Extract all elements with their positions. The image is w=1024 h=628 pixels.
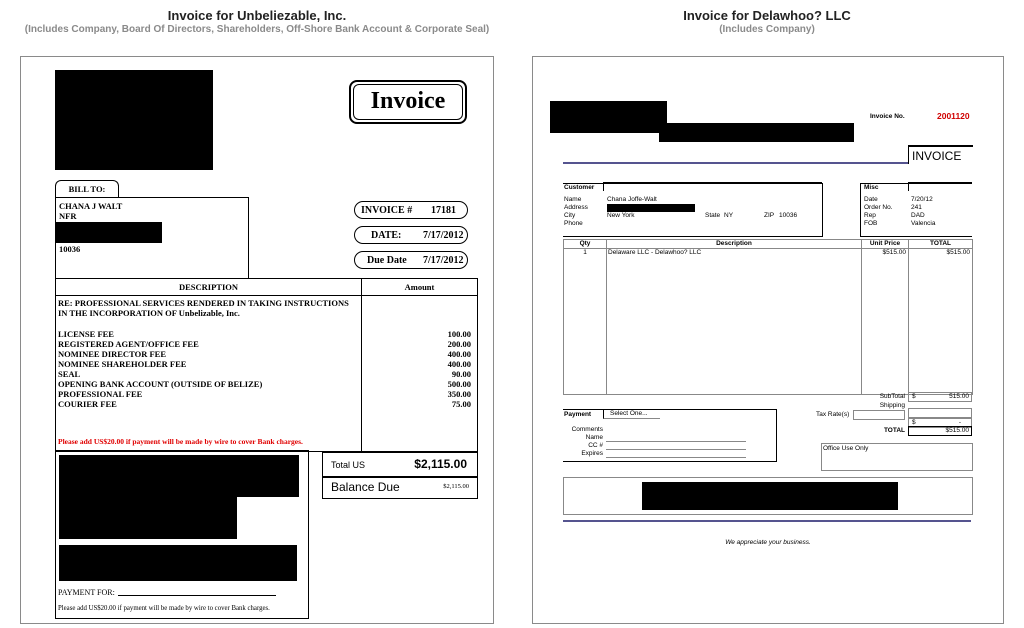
shipping-box[interactable] [908, 408, 972, 418]
line-item-amount: 90.00 [451, 369, 471, 379]
left-invoice-document [20, 56, 494, 624]
invoice-date-value: 7/17/2012 [423, 230, 464, 241]
table-row [564, 249, 972, 258]
balance-due-value: $2,115.00 [443, 483, 469, 490]
line-item-label: NOMINEE DIRECTOR FEE [58, 349, 166, 359]
line-item [58, 339, 471, 349]
misc-order-label: Order No. [864, 204, 893, 211]
invoice-number-label: INVOICE # [361, 205, 413, 216]
row-qty: 1 [583, 249, 587, 256]
re-line-2: IN THE INCORPORATION OF Unbelizable, Inc. [58, 308, 240, 318]
payment-block [563, 409, 777, 462]
line-item-amount: 400.00 [447, 359, 471, 369]
misc-date-value: 7/20/12 [911, 196, 933, 203]
pay-name-label: Name [585, 434, 603, 441]
payment-select-value: Select One... [610, 410, 648, 417]
redacted-address [56, 222, 162, 243]
customer-name-value: Chana Joffe-Walt [607, 196, 657, 203]
line-item [58, 399, 471, 409]
subtotal-label: SubTotal [879, 393, 905, 400]
footer-rule [563, 520, 971, 522]
invoice-heading-box [908, 145, 973, 164]
line-item-label: PROFESSIONAL FEE [58, 389, 143, 399]
expires-label: Expires [581, 450, 603, 457]
balance-due-box [322, 476, 478, 499]
payment-for-label: PAYMENT FOR: [58, 588, 115, 597]
customer-city-value: New York [607, 212, 635, 219]
line-item-label: NOMINEE SHAREHOLDER FEE [58, 359, 187, 369]
misc-fob-value: Valencia [911, 220, 936, 227]
redacted-block-2 [59, 497, 237, 539]
line-item-label: COURIER FEE [58, 399, 117, 409]
line-item [58, 389, 471, 399]
misc-fob-label: FOB [864, 220, 878, 227]
due-date-label: Due Date [367, 255, 407, 266]
customer-city-label: City [564, 212, 576, 219]
grand-total-label: TOTAL [883, 427, 905, 434]
description-header-right: Description [716, 240, 752, 247]
bill-to-name: CHANA J WALT [59, 201, 123, 211]
due-date-value: 7/17/2012 [423, 255, 464, 266]
redacted-logo [55, 70, 213, 170]
row-total: $515.00 [946, 249, 970, 256]
line-items [58, 329, 471, 409]
redacted-logo-bottom [659, 123, 854, 142]
redacted-block-1 [59, 455, 299, 497]
footer-box [563, 477, 973, 515]
line-item-amount: 350.00 [447, 389, 471, 399]
customer-phone-label: Phone [564, 220, 583, 227]
misc-rep-label: Rep [864, 212, 876, 219]
invoice-heading: Invoice [370, 88, 446, 114]
misc-order-value: 241 [911, 204, 922, 211]
tax-rate-label: Tax Rate(s) [816, 411, 850, 418]
office-use-label: Office Use Only [823, 445, 869, 452]
redacted-customer-address [607, 204, 695, 212]
total-box [322, 452, 478, 478]
row-description: Delaware LLC - Delawhoo? LLC [608, 249, 702, 256]
invoice-heading-right: INVOICE [912, 149, 962, 163]
payment-select[interactable] [603, 409, 660, 419]
bill-to-label: BILL TO: [68, 184, 106, 194]
total-label: Total US [331, 460, 366, 470]
cc-label: CC # [588, 442, 603, 449]
line-item-amount: 500.00 [447, 379, 471, 389]
total-value: $2,115.00 [414, 457, 467, 471]
left-invoice-title: Invoice for Unbeliezable, Inc. [167, 8, 347, 23]
customer-name-label: Name [564, 196, 582, 203]
customer-zip-label: ZIP [764, 212, 775, 219]
subtotal-box [908, 392, 972, 402]
misc-label: Misc [864, 184, 879, 191]
thanks-message: We appreciate your business. [725, 539, 811, 546]
line-item [58, 369, 471, 379]
invoice-no-value: 2001120 [937, 111, 970, 121]
invoice-number-pill [354, 201, 468, 219]
bill-to-zip: 10036 [59, 244, 81, 254]
line-item-table [563, 239, 973, 395]
bill-to-line2: NFR [59, 211, 77, 221]
customer-block [563, 183, 823, 237]
invoice-date-label: DATE: [371, 230, 402, 241]
redacted-logo-top [550, 101, 667, 133]
line-item-label: LICENSE FEE [58, 329, 114, 339]
line-item-amount: 200.00 [447, 339, 471, 349]
grand-total-box [908, 426, 972, 436]
misc-date-label: Date [864, 196, 878, 203]
qty-header: Qty [579, 240, 591, 247]
invoice-title-box [349, 80, 467, 124]
unit-price-header: Unit Price [869, 240, 901, 247]
due-date-pill [354, 251, 468, 269]
right-invoice-document [532, 56, 1004, 624]
shipping-label: Shipping [879, 402, 905, 409]
balance-due-label: Balance Due [331, 480, 400, 494]
line-item [58, 379, 471, 389]
payment-label: Payment [564, 411, 592, 418]
total-header: TOTAL [929, 240, 952, 247]
amount-header: Amount [404, 282, 435, 292]
office-use-box [821, 443, 973, 471]
invoice-date-pill [354, 226, 468, 244]
redacted-footer [642, 482, 898, 510]
redacted-block-3 [59, 545, 297, 581]
expires-field[interactable] [606, 457, 746, 458]
description-header: DESCRIPTION [178, 282, 239, 292]
tax-rate-box[interactable] [853, 410, 905, 420]
right-invoice-subtitle: (Includes Company) [719, 24, 815, 35]
line-item [58, 349, 471, 359]
left-invoice-subtitle: (Includes Company, Board Of Directors, Shareholders, Off-Shore Bank Account & Corporate Seal) [24, 24, 490, 35]
right-invoice-title: Invoice for Delawhoo? LLC [683, 8, 851, 23]
subtotal-currency: $ [912, 393, 916, 400]
row-unit-price: $515.00 [882, 249, 906, 256]
customer-address-label: Address [564, 204, 588, 211]
invoice-no-label: Invoice No. [870, 113, 905, 120]
bill-to-box [55, 197, 249, 279]
line-item-amount: 400.00 [447, 349, 471, 359]
description-table [55, 278, 478, 452]
footer-wire-note: Please add US$20.00 if payment will be made by wire to cover Bank charges. [58, 605, 270, 612]
re-line-1: RE: PROFESSIONAL SERVICES RENDERED IN TAKING INSTRUCTIONS [58, 298, 349, 308]
line-item-label: OPENING BANK ACCOUNT (OUTSIDE OF BELIZE) [58, 379, 263, 389]
line-item-label: SEAL [58, 369, 81, 379]
header-rule [563, 162, 909, 164]
bill-to-tab [55, 180, 119, 197]
line-item-amount: 75.00 [451, 399, 471, 409]
misc-rep-value: DAD [911, 212, 925, 219]
line-item-label: REGISTERED AGENT/OFFICE FEE [58, 339, 199, 349]
cc-field[interactable] [606, 449, 746, 450]
invoice-number-value: 17181 [431, 205, 456, 216]
tax-currency: $ [912, 419, 916, 426]
line-item [58, 329, 471, 339]
customer-label: Customer [564, 184, 595, 191]
payment-for-line[interactable] [118, 595, 276, 596]
misc-block [860, 183, 972, 237]
line-item-amount: 100.00 [447, 329, 471, 339]
tax-dash: - [958, 419, 961, 426]
pay-name-field[interactable] [606, 441, 746, 442]
wire-note-red: Please add US$20.00 if payment will be made by wire to cover Bank charges. [58, 437, 303, 446]
customer-state-value: NY [724, 212, 734, 219]
subtotal-value: 515.00 [949, 393, 969, 400]
grand-total-value: $515.00 [945, 427, 969, 434]
comments-label: Comments [571, 426, 603, 433]
customer-zip-value: 10036 [779, 212, 798, 219]
remittance-box [55, 450, 309, 619]
line-item [58, 359, 471, 369]
customer-state-label: State [705, 212, 721, 219]
